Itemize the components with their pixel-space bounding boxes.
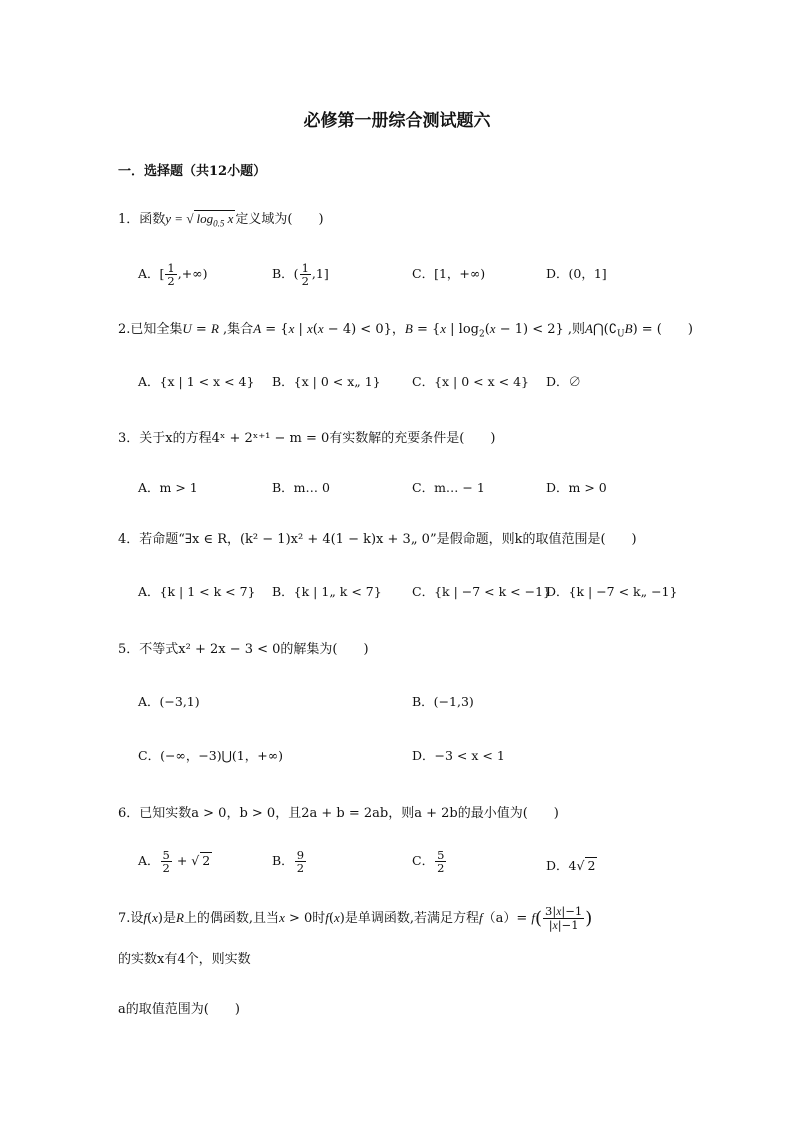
question-3-stem: 3．关于x的方程4ˣ + 2ˣ⁺¹ − m = 0有实数解的充要条件是( ) <box>118 431 496 446</box>
question-7-line-1: 7.设f(x)是R上的偶函数,且当x > 0时f(x)是单调函数,若满足方程f（a）= f( $\frac{3|x|-1}{|x|-1}$ ) <box>118 904 593 933</box>
q1-prefix: 1．函数 <box>118 212 166 227</box>
q6-option-c: C． $\frac{5}{2}$ <box>412 848 445 876</box>
question-4-stem: 4．若命题“∃x ∈ R，(k² − 1)x² + 4(1 − k)x + 3„ 0”是假命题，则k的取值范围是( ) <box>118 532 637 547</box>
page-title: 必修第一册综合测试题六 <box>303 111 491 131</box>
question-1-stem <box>118 208 324 229</box>
q4-option-d: D．{k | −7 < k„ −1} <box>546 584 678 599</box>
question-2-stem: 2.已知全集U = R ,集合A = {x | x(x − 4) < 0}，B = {x | $\log_2(x - 1) < 2$} ,则$A⋂(∁_UB)$ = ( ) <box>118 321 693 340</box>
question-7-line-2: 的实数x有4个，则实数 <box>118 952 251 967</box>
q4-option-b: B．{k | 1„ k < 7} <box>272 584 382 599</box>
q2-option-b: B．{x | 0 < x„ 1} <box>272 374 381 389</box>
q5-option-d: D．−3 < x < 1 <box>412 748 505 763</box>
q3-option-d: D．m > 0 <box>546 480 607 495</box>
q6-option-d: D．4√ 2 <box>546 858 596 873</box>
q3-option-c: C．m… − 1 <box>412 480 485 495</box>
question-5-stem: 5．不等式x² + 2x − 3 < 0的解集为( ) <box>118 642 369 657</box>
q5-option-a: A．(−3,1) <box>138 694 200 709</box>
question-6-stem: 6．已知实数a > 0，b > 0，且2a + b = 2ab，则a + 2b的最小值为( ) <box>118 806 559 821</box>
q1-option-d: D．(0，1] <box>546 266 607 281</box>
q1-suffix: 定义域为( ) <box>235 212 324 227</box>
question-7-line-3: a的取值范围为( ) <box>118 1002 240 1017</box>
q1-formula: y = √ $\log_{0.5} x$ <box>165 211 234 229</box>
q2-option-d: D．∅ <box>546 374 582 389</box>
q4-option-c: C．{k | −7 < k < −1} <box>412 584 551 599</box>
q3-option-b: B．m… 0 <box>272 480 330 495</box>
q6-option-b: B． $\frac{9}{2}$ <box>272 848 305 876</box>
q4-option-a: A．{k | 1 < k < 7} <box>138 584 256 599</box>
q1-option-b: B．( $\frac{1}{2}$ ,1] <box>272 261 329 289</box>
q5-option-b: B．(−1,3) <box>412 694 474 709</box>
q1-option-c: C．[1，+∞) <box>412 266 486 281</box>
q2-option-a: A．{x | 1 < x < 4} <box>138 374 255 389</box>
q2-option-c: C．{x | 0 < x < 4} <box>412 374 529 389</box>
q5-option-c: C．(−∞，−3)⋃(1，+∞) <box>138 748 283 763</box>
q6-option-a: A． $\frac{5}{2}$ + √ 2 <box>138 848 211 876</box>
section-heading: 一．选择题（共12小题） <box>118 164 267 179</box>
q1-option-a: A．[ $\frac{1}{2}$ ,+∞) <box>138 261 208 289</box>
q3-option-a: A．m > 1 <box>138 480 198 495</box>
